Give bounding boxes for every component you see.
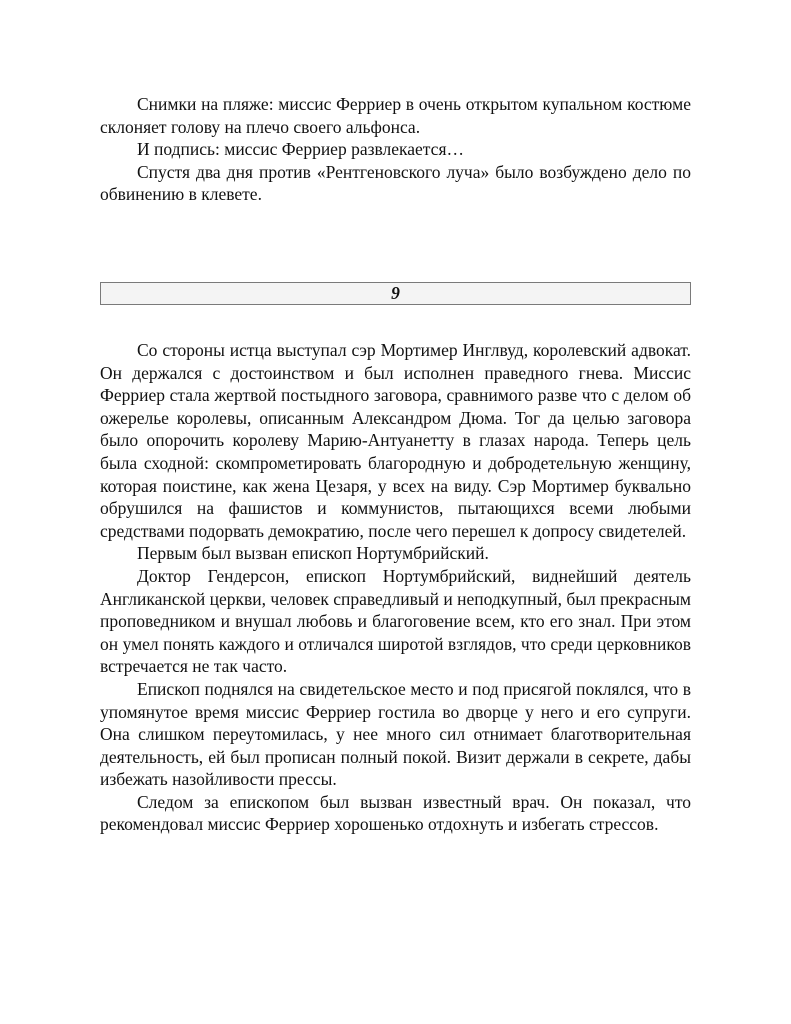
paragraph: Епископ поднялся на свидетельское место и под присягой поклялся, что в упомянутое время миссис Ферриер гостила во дворце у него и его супруги. Она слишком переутомилась, у нее много сил отнимает благотворительная деятельность, ей был прописан полный покой. Визит держали в секрете, дабы избежать назойливости прессы. (100, 678, 691, 790)
paragraph: Снимки на пляже: миссис Ферриер в очень открытом купальном костюме склоняет голову на плечо своего альфонса. (100, 94, 691, 137)
paragraph: Доктор Гендерсон, епископ Нортумбрийский, виднейший деятель Англиканской церкви, человек справедливый и неподкупный, был прекрасным проповедником и внушал любовь и благоговение всем, кто его знал. При этом он умел понять каждого и отличался широтой взглядов, что среди церковников встречается не так часто. (100, 565, 691, 677)
paragraph: Спустя два дня против «Рентгеновского луча» было возбуждено дело по обвинению в клевете. (100, 161, 691, 205)
paragraph: Со стороны истца выступал сэр Мортимер Инглвуд, королевский адвокат. Он держался с достоинством и был исполнен праведного гнева. Миссис Ферриер стала жертвой постыдного заговора, сравнимого разве что с делом об ожерелье королевы, описанным Александром Дюма. Тог да целью заговора было опорочить королеву Марию-Антуанетту в глазах народа. Теперь цель была сходной: скомпрометировать благородную и добродетельную женщину, которая поистине, как жена Цезаря, у всех на виду. Сэр Мортимер буквально обрушился на фашистов и коммунистов, пытающихся всеми любыми средствами подорвать демократию, после чего перешел к допросу свидетелей. (100, 340, 691, 541)
text-block-previous-section (100, 93, 691, 206)
paragraph: Первым был вызван епископ Нортумбрийский. (137, 543, 489, 564)
paragraph: Следом за епископом был вызван известный врач. Он показал, что рекомендовал миссис Ферриер хорошенько отдохнуть и избегать стрессов. (100, 791, 691, 835)
chapter-number: 9 (391, 283, 400, 303)
text-block-chapter-body (100, 339, 691, 836)
chapter-heading-box (100, 282, 691, 305)
paragraph: И подпись: миссис Ферриер развлекается… (137, 139, 464, 160)
